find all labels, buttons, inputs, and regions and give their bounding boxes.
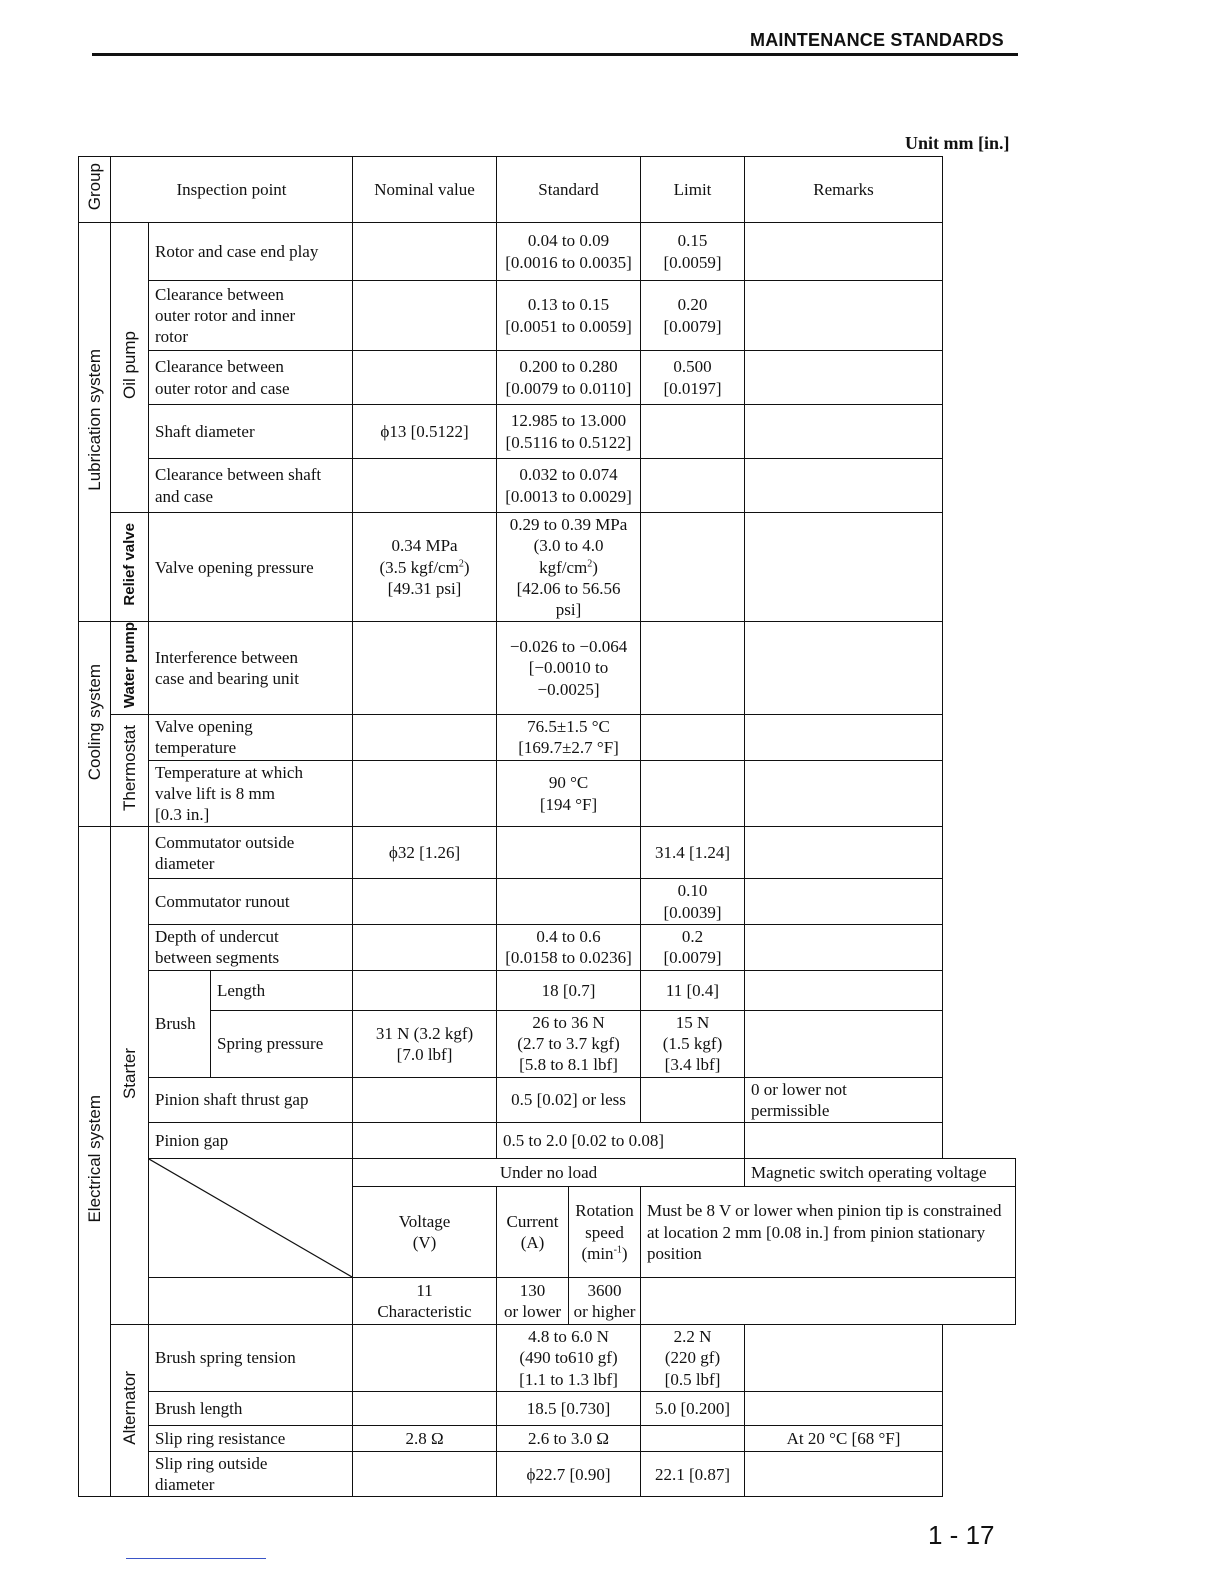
limit-cell bbox=[641, 405, 745, 459]
table-row bbox=[79, 1159, 1016, 1187]
point-cell: Length bbox=[211, 970, 353, 1010]
nominal-cell bbox=[353, 1077, 497, 1123]
remarks-cell bbox=[745, 1451, 943, 1497]
remarks-cell bbox=[745, 223, 943, 281]
blank-cell bbox=[149, 1278, 353, 1325]
point-cell: Temperature at which valve lift is 8 mm [0.3 in.] bbox=[149, 760, 353, 827]
table-row bbox=[79, 281, 1016, 351]
point-cell: Shaft diameter bbox=[149, 405, 353, 459]
limit-cell bbox=[641, 1425, 745, 1451]
rotation-header: Rotation speed $(\min^{-1})$ bbox=[575, 1201, 634, 1263]
standard-cell bbox=[497, 879, 641, 925]
subgroup-starter: Starter bbox=[111, 827, 149, 1325]
table-row bbox=[79, 1391, 1016, 1425]
remarks-cell bbox=[745, 513, 943, 622]
point-cell: Slip ring resistance bbox=[149, 1425, 353, 1451]
limit-cell: 0.10 [0.0039] bbox=[641, 879, 745, 925]
remarks-cell bbox=[745, 405, 943, 459]
switch-voltage-title: Magnetic switch operating voltage bbox=[745, 1159, 1016, 1187]
subgroup-relief-valve: Relief valve bbox=[111, 513, 149, 622]
point-cell: Valve opening temperature bbox=[149, 714, 353, 760]
point-cell: Brush spring tension bbox=[149, 1325, 353, 1392]
table-row bbox=[79, 714, 1016, 760]
point-cell: Rotor and case end play bbox=[149, 223, 353, 281]
remarks-cell bbox=[745, 760, 943, 827]
standard-cell: 18.5 [0.730] bbox=[497, 1391, 641, 1425]
standard-cell: 76.5±1.5 °C [169.7±2.7 °F] bbox=[497, 714, 641, 760]
table-row bbox=[79, 760, 1016, 827]
point-cell: Clearance between outer rotor and inner rotor bbox=[149, 281, 353, 351]
standard-cell: 0.13 to 0.15 [0.0051 to 0.0059] bbox=[497, 281, 641, 351]
table-row bbox=[79, 405, 1016, 459]
nominal-cell bbox=[353, 760, 497, 827]
point-cell: Interference between case and bearing unit bbox=[149, 622, 353, 714]
nominal-cell bbox=[353, 351, 497, 405]
subgroup-oil-pump: Oil pump bbox=[111, 223, 149, 513]
header-rule bbox=[92, 53, 1018, 56]
rotation-value: 3600 or higher bbox=[573, 1280, 636, 1322]
col-inspection-point: Inspection point bbox=[111, 157, 353, 223]
nominal-cell bbox=[353, 1391, 497, 1425]
table-row bbox=[79, 1123, 1016, 1159]
standard-cell: 12.985 to 13.000 [0.5116 to 0.5122] bbox=[497, 405, 641, 459]
col-remarks: Remarks bbox=[745, 157, 943, 223]
table-row bbox=[79, 513, 1016, 622]
blank-cell bbox=[641, 1278, 1016, 1325]
standard-cell: −0.026 to −0.064 [−0.0010 to −0.0025] bbox=[497, 622, 641, 714]
point-cell: Clearance between shaft and case bbox=[149, 459, 353, 513]
table-row bbox=[79, 879, 1016, 925]
nominal-cell bbox=[353, 622, 497, 714]
remarks-cell: At 20 °C [68 °F] bbox=[745, 1425, 943, 1451]
limit-cell: 0.20 [0.0079] bbox=[641, 281, 745, 351]
table-row bbox=[79, 970, 1016, 1010]
current-value: 130 or lower bbox=[497, 1278, 569, 1324]
nominal-cell: 0.34 MPa (3.5 kgf/$cm^2$) [49.31 psi] bbox=[353, 513, 497, 622]
nominal-cell bbox=[353, 1123, 497, 1159]
table-row bbox=[79, 1278, 1016, 1325]
standard-cell: 26 to 36 N (2.7 to 3.7 kgf) [5.8 to 8.1 lbf] bbox=[497, 1010, 641, 1077]
limit-cell bbox=[641, 714, 745, 760]
limit-cell: 11 [0.4] bbox=[641, 970, 745, 1010]
nominal-cell bbox=[353, 924, 497, 970]
remarks-cell bbox=[745, 1123, 943, 1159]
unit-label: Unit mm [in.] bbox=[905, 133, 1010, 153]
switch-voltage-text: Must be 8 V or lower when pinion tip is constrained at location 2 mm [0.08 in.] from pinion stationary position bbox=[641, 1187, 1016, 1278]
limit-cell: 0.15 [0.0059] bbox=[641, 223, 745, 281]
nominal-cell bbox=[353, 714, 497, 760]
standard-cell bbox=[497, 827, 641, 879]
nominal-cell: 2.8 Ω bbox=[353, 1425, 497, 1451]
remarks-cell bbox=[745, 281, 943, 351]
current-rotation-header bbox=[497, 1187, 641, 1278]
remarks-cell bbox=[745, 351, 943, 405]
limit-cell: 5.0 [0.200] bbox=[641, 1391, 745, 1425]
col-limit: Limit bbox=[641, 157, 745, 223]
limit-cell: 0.2 [0.0079] bbox=[641, 924, 745, 970]
col-standard: Standard bbox=[497, 157, 641, 223]
nominal-cell bbox=[353, 223, 497, 281]
limit-cell bbox=[641, 622, 745, 714]
nominal-cell bbox=[353, 1451, 497, 1497]
standard-cell: 18 [0.7] bbox=[497, 970, 641, 1010]
point-cell: Commutator outside diameter bbox=[149, 827, 353, 879]
point-cell: Commutator runout bbox=[149, 879, 353, 925]
remarks-cell bbox=[745, 924, 943, 970]
standard-cell: 0.5 [0.02] or less bbox=[497, 1077, 641, 1123]
point-cell: Spring pressure bbox=[211, 1010, 353, 1077]
standard-cell: 90 °C [194 °F] bbox=[497, 760, 641, 827]
limit-cell: 0.500 [0.0197] bbox=[641, 351, 745, 405]
page-number: 1 - 17 bbox=[928, 1520, 995, 1550]
remarks-cell bbox=[745, 1010, 943, 1077]
table-row bbox=[79, 459, 1016, 513]
nominal-cell: ϕ13 [0.5122] bbox=[353, 405, 497, 459]
maintenance-standards-table bbox=[78, 156, 1016, 1497]
current-rotation-values bbox=[497, 1278, 641, 1325]
standard-cell: 0.200 to 0.280 [0.0079 to 0.0110] bbox=[497, 351, 641, 405]
standard-cell: 4.8 to 6.0 N (490 to610 gf) [1.1 to 1.3 lbf] bbox=[497, 1325, 641, 1392]
table-row bbox=[79, 622, 1016, 714]
table-row bbox=[79, 1425, 1016, 1451]
subgroup-alternator: Alternator bbox=[111, 1325, 149, 1497]
point-cell: Depth of undercut between segments bbox=[149, 924, 353, 970]
standard-cell: 0.5 to 2.0 [0.02 to 0.08] bbox=[497, 1123, 745, 1159]
group-electrical: Electrical system bbox=[79, 827, 111, 1497]
table-row bbox=[79, 223, 1016, 281]
table-row bbox=[79, 1077, 1016, 1123]
limit-cell bbox=[641, 459, 745, 513]
point-cell: Pinion gap bbox=[149, 1123, 353, 1159]
remarks-cell bbox=[745, 1325, 943, 1392]
footer-link-line bbox=[126, 1558, 266, 1559]
voltage-header: Voltage (V) bbox=[353, 1187, 497, 1278]
col-group: Group bbox=[79, 157, 111, 223]
nominal-cell: ϕ32 [1.26] bbox=[353, 827, 497, 879]
diagonal-cell bbox=[149, 1159, 353, 1278]
table-row bbox=[79, 1451, 1016, 1497]
point-cell: Clearance between outer rotor and case bbox=[149, 351, 353, 405]
remarks-cell bbox=[745, 714, 943, 760]
subgroup-water-pump: Water pump bbox=[111, 622, 149, 714]
limit-cell: 2.2 N (220 gf) [0.5 lbf] bbox=[641, 1325, 745, 1392]
remarks-cell bbox=[745, 827, 943, 879]
limit-cell: 31.4 [1.24] bbox=[641, 827, 745, 879]
remarks-cell bbox=[745, 879, 943, 925]
limit-cell bbox=[641, 760, 745, 827]
table-row bbox=[79, 1325, 1016, 1392]
under-no-load-label: Under no load bbox=[353, 1159, 745, 1187]
nominal-cell bbox=[353, 459, 497, 513]
group-cooling: Cooling system bbox=[79, 622, 111, 827]
nominal-cell: 31 N (3.2 kgf) [7.0 lbf] bbox=[353, 1010, 497, 1077]
subgroup-thermostat: Thermostat bbox=[111, 714, 149, 827]
brush-label: Brush bbox=[149, 970, 211, 1077]
diagonal-line bbox=[149, 1159, 352, 1277]
nominal-cell bbox=[353, 970, 497, 1010]
remarks-cell bbox=[745, 622, 943, 714]
remarks-cell bbox=[745, 459, 943, 513]
limit-cell: 22.1 [0.87] bbox=[641, 1451, 745, 1497]
nominal-cell bbox=[353, 879, 497, 925]
limit-cell bbox=[641, 1077, 745, 1123]
standard-cell: ϕ22.7 [0.90] bbox=[497, 1451, 641, 1497]
standard-cell: 0.04 to 0.09 [0.0016 to 0.0035] bbox=[497, 223, 641, 281]
standard-cell: 0.4 to 0.6 [0.0158 to 0.0236] bbox=[497, 924, 641, 970]
limit-cell bbox=[641, 513, 745, 622]
remarks-cell bbox=[745, 970, 943, 1010]
point-cell: Valve opening pressure bbox=[149, 513, 353, 622]
section-title: MAINTENANCE STANDARDS bbox=[750, 30, 1004, 50]
col-nominal: Nominal value bbox=[353, 157, 497, 223]
table-row bbox=[79, 1010, 1016, 1077]
nominal-cell bbox=[353, 281, 497, 351]
remarks-cell bbox=[745, 1391, 943, 1425]
standard-cell: 2.6 to 3.0 Ω bbox=[497, 1425, 641, 1451]
remarks-cell: 0 or lower not permissible bbox=[745, 1077, 943, 1123]
point-cell: Brush length bbox=[149, 1391, 353, 1425]
header-row bbox=[79, 157, 1016, 223]
nominal-cell bbox=[353, 1325, 497, 1392]
voltage-value: 11 Characteristic bbox=[353, 1278, 497, 1325]
standard-cell: 0.29 to 0.39 MPa (3.0 to 4.0 kgf/$cm^2$) [42.06 to 56.56 psi] bbox=[497, 513, 641, 622]
table-row bbox=[79, 351, 1016, 405]
group-lubrication: Lubrication system bbox=[79, 223, 111, 622]
standard-cell: 0.032 to 0.074 [0.0013 to 0.0029] bbox=[497, 459, 641, 513]
point-cell: Pinion shaft thrust gap bbox=[149, 1077, 353, 1123]
current-header: Current (A) bbox=[497, 1187, 569, 1277]
table-row bbox=[79, 924, 1016, 970]
table-row bbox=[79, 827, 1016, 879]
point-cell: Slip ring outside diameter bbox=[149, 1451, 353, 1497]
limit-cell: 15 N (1.5 kgf) [3.4 lbf] bbox=[641, 1010, 745, 1077]
